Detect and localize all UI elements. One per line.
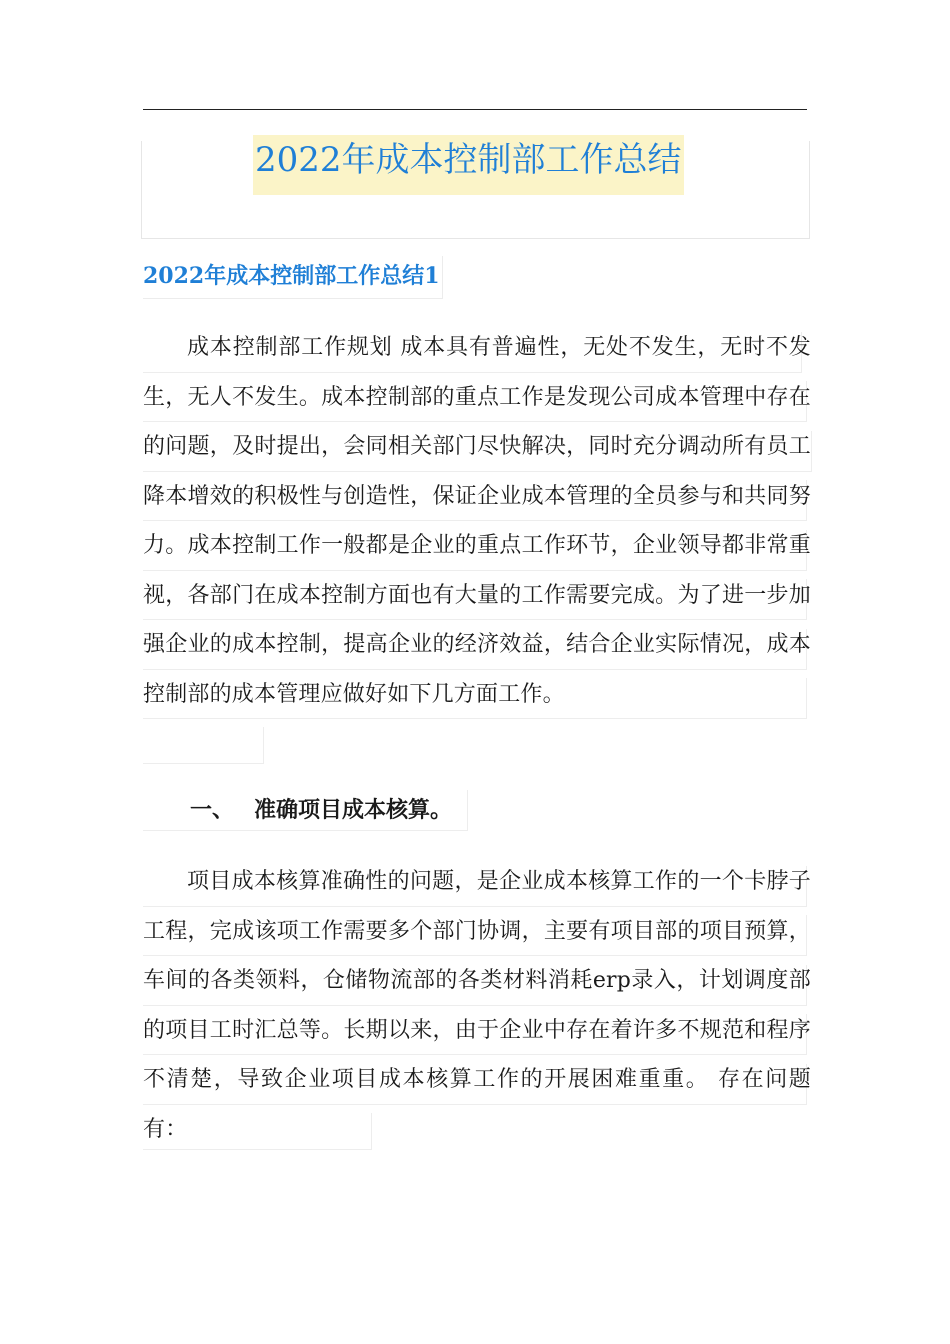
section-heading <box>143 790 468 831</box>
line-frame <box>143 727 264 764</box>
header-rule <box>143 109 807 110</box>
document-subtitle: 2022年成本控制部工作总结1 <box>143 256 443 299</box>
document-title: 2022年成本控制部工作总结 <box>253 135 684 195</box>
paragraph-section-1: 项目成本核算准确性的问题，是企业成本核算工作的一个卡脖子工程，完成该项工作需要多个部门协调，主要有项目部的项目预算，车间的各类领料，仓储物流部的各类材料消耗erp录入，计划调度部的项目工时汇总等。长期以来，由于企业中存在着许多不规范和程序不清楚，导致企业项目成本核算工作的开展困难重重。 存在问题有： <box>143 869 811 1142</box>
paragraph-intro: 成本控制部工作规划 成本具有普遍性，无处不发生，无时不发生，无人不发生。成本控制部的重点工作是发现公司成本管理中存在的问题，及时提出，会同相关部门尽快解决，同时充分调动所有员工降本增效的积极性与创造性，保证企业成本管理的全员参与和共同努力。成本控制工作一般都是企业的重点工作环节，企业领导都非常重视，各部门在成本控制方面也有大量的工作需要完成。为了进一步加强企业的成本控制，提高企业的经济效益，结合企业实际情况，成本控制部的成本管理应做好如下几方面工作。 <box>143 335 811 707</box>
section-heading-text: 准确项目成本核算。 <box>254 797 453 823</box>
section-number: 一、 <box>190 797 235 823</box>
